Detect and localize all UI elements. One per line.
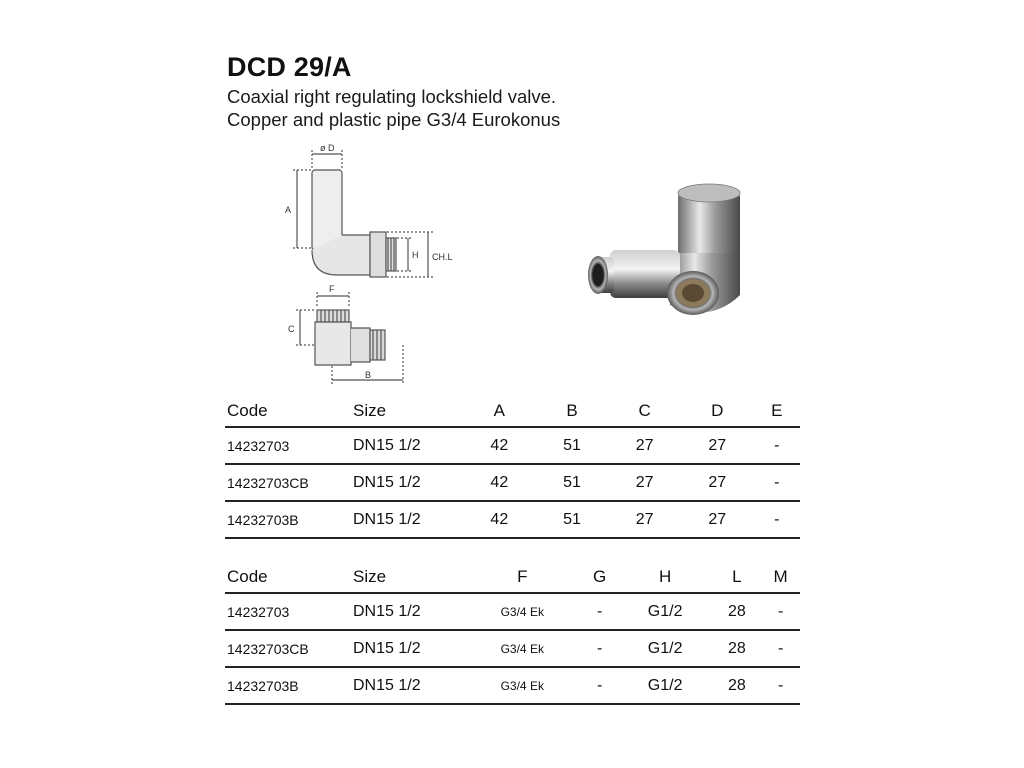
product-subtitle-line1: Coaxial right regulating lockshield valve. (227, 86, 557, 107)
column-header: B (536, 396, 609, 427)
table-cell: 27 (681, 501, 754, 538)
table-cell: 14232703CB (225, 630, 337, 667)
table-row (225, 501, 800, 538)
table-cell: G3/4 Ek (463, 630, 582, 667)
dimensions-table-2 (225, 562, 800, 705)
product-subtitle-line2: Copper and plastic pipe G3/4 Eurokonus (227, 109, 561, 130)
table-cell: 28 (713, 667, 762, 704)
table-cell: DN15 1/2 (337, 667, 463, 704)
table-cell: 27 (681, 464, 754, 501)
table-row (225, 427, 800, 464)
column-header: Size (337, 562, 463, 593)
column-header: A (463, 396, 536, 427)
table-cell: 14232703 (225, 427, 337, 464)
table-header-row (225, 396, 800, 427)
table-row (225, 464, 800, 501)
table-cell: 42 (463, 427, 536, 464)
table-cell: 14232703B (225, 501, 337, 538)
table-cell: G1/2 (618, 593, 713, 630)
table-cell: - (754, 427, 800, 464)
table-cell: G1/2 (618, 630, 713, 667)
column-header: M (761, 562, 800, 593)
table-cell: - (582, 593, 618, 630)
column-header: Code (225, 562, 337, 593)
table-cell: 28 (713, 593, 762, 630)
column-header: L (713, 562, 762, 593)
table-cell: 51 (536, 501, 609, 538)
table-cell: DN15 1/2 (337, 427, 463, 464)
table-cell: 42 (463, 464, 536, 501)
drawing-label-h: H (412, 250, 419, 260)
table-cell: DN15 1/2 (337, 501, 463, 538)
table-cell: G1/2 (618, 667, 713, 704)
table-cell: - (754, 464, 800, 501)
table-header-row (225, 562, 800, 593)
column-header: Size (337, 396, 463, 427)
table-cell: G3/4 Ek (463, 593, 582, 630)
table-cell: 51 (536, 464, 609, 501)
table-cell: DN15 1/2 (337, 630, 463, 667)
drawing-label-c: C (288, 324, 295, 334)
drawing-label-f: F (329, 284, 335, 294)
table-cell: DN15 1/2 (337, 464, 463, 501)
table-row (225, 630, 800, 667)
dimensions-table-1 (225, 396, 800, 539)
table-cell: 27 (608, 464, 681, 501)
table-cell: - (582, 630, 618, 667)
table-cell: 14232703 (225, 593, 337, 630)
table-cell: 14232703B (225, 667, 337, 704)
table-cell: DN15 1/2 (337, 593, 463, 630)
table-cell: - (582, 667, 618, 704)
technical-drawing (275, 140, 465, 390)
column-header: F (463, 562, 582, 593)
drawing-label-b: B (365, 370, 372, 380)
table-cell: 28 (713, 630, 762, 667)
column-header: E (754, 396, 800, 427)
valve-photo (570, 175, 770, 335)
table-cell: 27 (681, 427, 754, 464)
table-cell: 42 (463, 501, 536, 538)
table-cell: 14232703CB (225, 464, 337, 501)
table-cell: 27 (608, 501, 681, 538)
column-header: G (582, 562, 618, 593)
drawing-label-diameter: ø D (320, 143, 335, 153)
table-cell: G3/4 Ek (463, 667, 582, 704)
table-cell: - (754, 501, 800, 538)
table-cell: - (761, 630, 800, 667)
column-header: D (681, 396, 754, 427)
table-row (225, 593, 800, 630)
table-cell: 27 (608, 427, 681, 464)
drawing-label-ch: CH.L (432, 252, 453, 262)
table-cell: - (761, 593, 800, 630)
drawing-label-a: A (285, 205, 292, 215)
column-header: H (618, 562, 713, 593)
product-title: DCD 29/A (227, 52, 352, 82)
table-cell: - (761, 667, 800, 704)
table-row (225, 667, 800, 704)
column-header: C (608, 396, 681, 427)
column-header: Code (225, 396, 337, 427)
table-cell: 51 (536, 427, 609, 464)
